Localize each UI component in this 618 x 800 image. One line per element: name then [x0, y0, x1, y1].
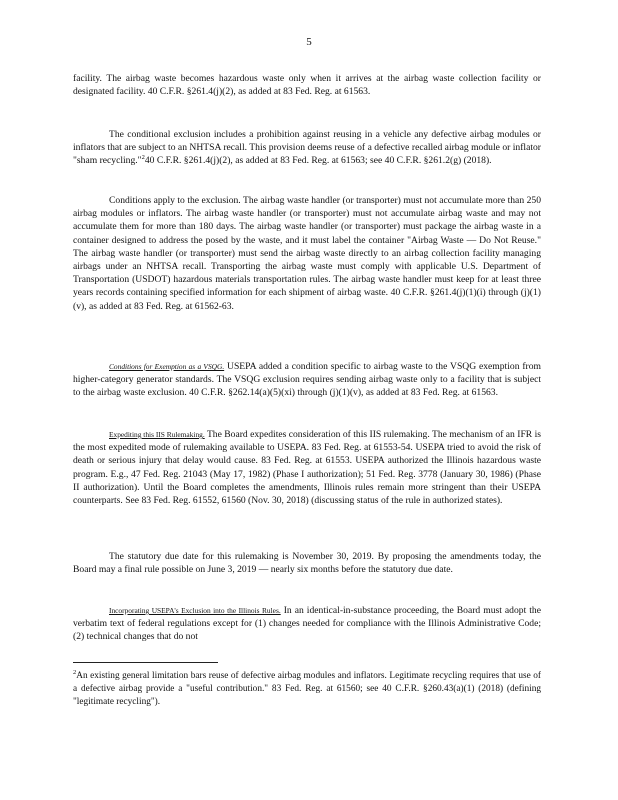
footnote-ref[interactable]: 2: [141, 154, 145, 162]
footnote-marker: 2: [73, 668, 77, 676]
paragraph-6: The statutory due date for this rulemaking is November 30, 2019. By proposing the amendments today, the Board may a final rule possible on June 3, 2019 — nearly six months before the statutory due date.: [73, 551, 541, 576]
paragraph-2: [73, 128, 541, 168]
paragraph-3: Conditions apply to the exclusion. The airbag waste handler (or transporter) must not accumulate more than 250 airbag modules or inflators. The airbag waste handler (or transporter) must not accumulate airbag waste and may not accumulate them for more than 180 days. The airbag waste handler (or transporter) must package the airbag waste in a container designed to address the posed by the waste, and it must label the container "Airbag Waste — Do Not Reuse." The airbag waste handler (or transporter) must send the airbag waste directly to an airbag collection facility managing airbags under an NHTSA recall. Transporting the airbag waste must comply with applicable U.S. Department of Transportation (USDOT) hazardous materials transportation rules. The airbag waste handler must keep for at least three years records containing specified information for each shipment of airbag waste. 40 C.F.R. §261.4(j)(1)(i) through (j)(1)(v), as added at 83 Fed. Reg. at 61562-63.: [73, 195, 541, 312]
paragraph-2-citation: 40 C.F.R. §261.4(j)(2), as added at 83 Fed. Reg. at 61563; see 40 C.F.R. §261.2(g) (2018).: [144, 155, 492, 167]
paragraph-4: [73, 360, 541, 400]
section-heading-expediting: Expediting this IIS Rulemaking.: [109, 430, 205, 439]
footnote-text: An existing general limitation bars reuse of defective airbag modules and inflators. Legitimate recycling requires that use of a defective airbag provide a "useful contribution." 83 Fed. Reg. at 61560; see 40 C.F.R. §260.43(a)(1) (2018) (defining "legitimate recycling").: [73, 671, 541, 707]
paragraph-7-text: In an identical-in-substance proceeding, the Board must adopt the verbatim text of federal regulations except for (1) changes needed for compliance with the Illinois Administrative Code; (2) technical changes that do not: [73, 605, 541, 643]
section-heading-vsqg: Conditions for Exemption as a VSQG.: [109, 362, 225, 371]
paragraph-5: [73, 428, 541, 507]
paragraph-7: [73, 604, 541, 644]
paragraph-1: facility. The airbag waste becomes hazardous waste only when it arrives at the airbag waste collection facility or designated facility. 40 C.F.R. §261.4(j)(2), as added at 83 Fed. Reg. at 61563.: [73, 73, 541, 98]
page-number: 5: [306, 36, 312, 48]
paragraph-2-text: The conditional exclusion includes a prohibition against reusing in a vehicle any defective airbag modules or inflators that are subject to an NHTSA recall. This provision deems reuse of a defective recalled airbag module or inflator "sham recycling.": [73, 129, 541, 167]
footnote-divider: [73, 662, 218, 663]
footnote: [73, 670, 541, 709]
paragraph-4-text: USEPA added a condition specific to airbag waste to the VSQG exemption from higher-category generator standards. The VSQG exclusion requires sending airbag waste only to a facility that is subject to the airbag waste exclusion. 40 C.F.R. §262.14(a)(5)(xi) through (j)(1)(v), as added at 83 Fed. Reg. at 61563.: [73, 361, 541, 399]
paragraph-5-text: The Board expedites consideration of this IIS rulemaking. The mechanism of an IFR is the most expedited mode of rulemaking available to USEPA. 83 Fed. Reg. at 61553-54. USEPA tried to avoid the risk of death or serious injury that delay would cause. 83 Fed. Reg. at 61553. USEPA authorized the Illinois hazardous waste program. E.g., 47 Fed. Reg. 21043 (May 17, 1982) (Phase I authorization); 51 Fed. Reg. 3778 (January 30, 1986) (Phase II authorization). Until the Board completes the amendments, Illinois rules remain more stringent than their USEPA counterparts. See 83 Fed. Reg. 61552, 61560 (Nov. 30, 2018) (discussing status of the rule in authorized states).: [73, 429, 542, 507]
section-heading-incorporating: Incorporating USEPA's Exclusion into the Illinois Rules.: [109, 606, 281, 615]
